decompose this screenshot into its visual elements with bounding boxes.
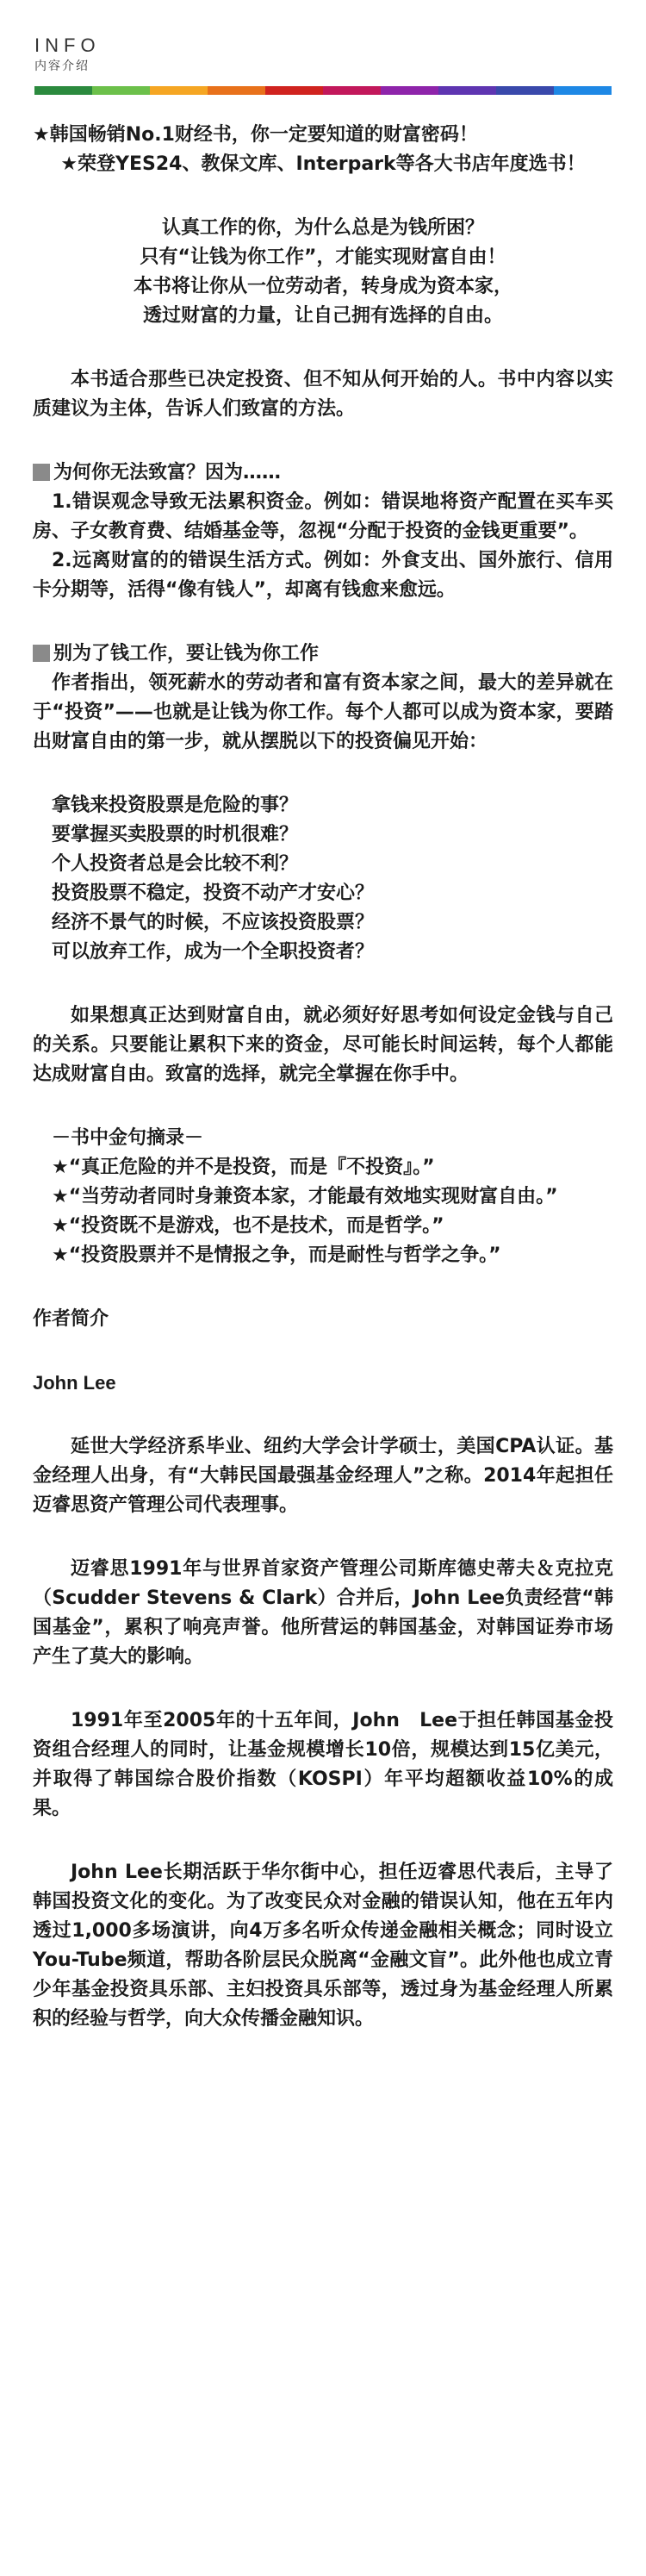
rainbow-segment — [381, 86, 438, 95]
work-body: 作者指出，领死薪水的劳动者和富有资本家之间，最大的差异就在于“投资”——也就是让钱为你工作。每个人都可以成为资本家，要踏出财富自由的第一步，就从摆脱以下的投资偏见开始： — [33, 672, 613, 752]
rainbow-segment — [554, 86, 612, 95]
lead-line-4: 透过财富的力量，让自己拥有选择的自由。 — [142, 305, 503, 327]
quote-item: ★“投资既不是游戏，也不是技术，而是哲学。” — [52, 1215, 444, 1237]
why-item-1: 1.错误观念导致无法累积资金。例如：错误地将资产配置在买车买房、子女教育费、结婚基金等，忽视“分配于投资的金钱更重要”。 — [33, 491, 613, 542]
question-item: 投资股票不稳定，投资不动产才安心？ — [52, 883, 375, 904]
rainbow-segment — [92, 86, 150, 95]
work-heading: 别为了钱工作，要让钱为你工作 — [53, 643, 320, 664]
info-header — [34, 34, 612, 95]
quote-item: ★“当劳动者同时身兼资本家，才能最有效地实现财富自由。” — [52, 1186, 558, 1207]
header-title: INFO — [34, 34, 101, 56]
why-heading-row — [33, 458, 613, 488]
question-item: 可以放弃工作，成为一个全职投资者？ — [52, 941, 375, 963]
quote-item: ★“真正危险的并不是投资，而是『不投资』。” — [52, 1157, 435, 1178]
quotes-heading: －书中金句摘录－ — [52, 1127, 204, 1149]
why-item-2: 2.远离财富的的错误生活方式。例如：外食支出、国外旅行、信用卡分期等，活得“像有钱人”，却离有钱愈来愈远。 — [33, 550, 613, 601]
quote-item: ★“投资股票并不是情报之争，而是耐性与哲学之争。” — [52, 1244, 501, 1266]
lead-line-2: 只有“让钱为你工作”，才能实现财富自由！ — [140, 246, 506, 268]
work-heading-row — [33, 639, 613, 669]
rainbow-segment — [265, 86, 323, 95]
content-body — [33, 121, 613, 2034]
rainbow-segment — [208, 86, 265, 95]
intro-line-1: ★韩国畅销No.1财经书，你一定要知道的财富密码！ — [33, 124, 478, 146]
why-heading: 为何你无法致富？因为…… — [53, 462, 282, 483]
rainbow-segment — [150, 86, 208, 95]
header-subtitle: 内容介绍 — [34, 59, 90, 73]
lead-line-1: 认真工作的你，为什么总是为钱所困？ — [161, 217, 484, 239]
question-item: 个人投资者总是会比较不利？ — [52, 853, 299, 875]
section-marker-icon — [33, 464, 50, 481]
rainbow-segment — [34, 86, 92, 95]
question-item: 拿钱来投资股票是危险的事？ — [52, 795, 299, 816]
author-name: John Lee — [33, 1372, 116, 1394]
author-section-title: 作者简介 — [33, 1308, 109, 1330]
suitable-paragraph: 本书适合那些已决定投资、但不知从何开始的人。书中内容以实质建议为主体，告诉人们致富的方法。 — [33, 369, 613, 420]
question-list — [33, 791, 613, 967]
rainbow-segment — [496, 86, 554, 95]
author-paragraph-2: 迈睿思1991年与世界首家资产管理公司斯库德史蒂夫＆克拉克（Scudder Stevens & Clark）合并后，John Lee负责经营“韩国基金”，累积了响亮声誉。他所营运的韩国基金，对韩国证券市场产生了莫大的影响。 — [33, 1558, 613, 1668]
section-marker-icon — [33, 645, 50, 662]
author-paragraph-4: John Lee长期活跃于华尔街中心，担任迈睿思代表后，主导了韩国投资文化的变化。为了改变民众对金融的错误认知，他在五年内透过1,000多场演讲，向4万多名听众传递金融相关概念；同时设立You-Tube频道，帮助各阶层民众脱离“金融文盲”。此外他也成立青少年基金投资具乐部、主妇投资具乐部等，透过身为基金经理人所累积的经验与哲学，向大众传播金融知识。 — [33, 1862, 613, 2030]
author-paragraph-1: 延世大学经济系毕业、纽约大学会计学硕士，美国CPA认证。基金经理人出身，有“大韩民国最强基金经理人”之称。2014年起担任迈睿思资产管理公司代表理事。 — [33, 1436, 613, 1516]
rainbow-segment — [323, 86, 381, 95]
intro-line-2: ★荣登YES24、教保文库、Interpark等各大书店年度选书！ — [60, 153, 586, 175]
question-item: 经济不景气的时候，不应该投资股票？ — [52, 912, 375, 933]
conclusion-paragraph: 如果想真正达到财富自由，就必须好好思考如何设定金钱与自己的关系。只要能让累积下来的资金，尽可能长时间运转，每个人都能达成财富自由。致富的选择，就完全掌握在你手中。 — [33, 1005, 613, 1085]
rainbow-divider — [34, 86, 612, 95]
lead-line-3: 本书将让你从一位劳动者，转身成为资本家， — [133, 276, 512, 297]
author-paragraph-3: 1991年至2005年的十五年间，John Lee于担任韩国基金投资组合经理人的同时，让基金规模增长10倍，规模达到15亿美元，并取得了韩国综合股价指数（KOSPI）年平均超额收益10%的成果。 — [33, 1710, 613, 1819]
rainbow-segment — [438, 86, 496, 95]
question-item: 要掌握买卖股票的时机很难？ — [52, 824, 299, 845]
